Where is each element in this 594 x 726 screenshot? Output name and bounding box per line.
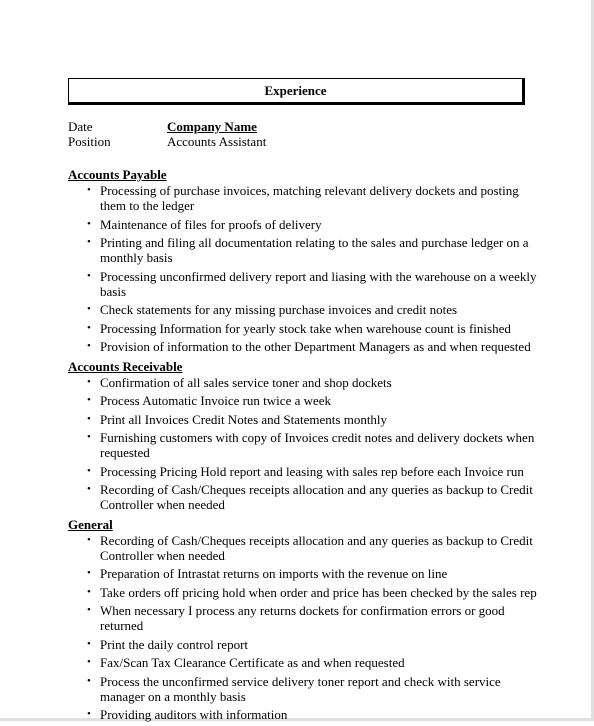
list-item — [68, 302, 538, 317]
list-item — [68, 235, 538, 265]
bullet-icon: • — [87, 585, 91, 598]
bullet-icon: • — [87, 394, 91, 406]
position-value: Accounts Assistant — [167, 134, 267, 149]
bullet-icon: • — [87, 375, 91, 388]
bullet-icon: • — [87, 637, 91, 650]
list-item — [68, 674, 538, 704]
list-item-text: Provision of information to the other Department Managers as and when requested — [100, 339, 531, 354]
job-meta — [68, 119, 528, 149]
bullet-icon: • — [87, 604, 91, 616]
list-item — [68, 339, 538, 354]
list-item — [68, 269, 538, 299]
bullet-icon: • — [87, 217, 91, 230]
list-item-text: Process Automatic Invoice run twice a week — [100, 393, 332, 408]
date-row — [68, 119, 528, 134]
bullet-icon: • — [87, 236, 91, 248]
list-item — [68, 585, 538, 600]
bullet-icon: • — [87, 533, 91, 546]
list-item — [68, 412, 538, 427]
bullet-icon: • — [87, 708, 91, 720]
bullet-icon: • — [87, 269, 91, 282]
experience-content — [68, 166, 538, 726]
bullet-icon: • — [87, 431, 91, 443]
list-item — [68, 566, 538, 581]
list-item — [68, 393, 538, 408]
duty-list — [68, 183, 538, 354]
group-heading: Accounts Payable — [68, 167, 167, 182]
position-label: Position — [68, 134, 111, 149]
company-name: Company Name — [167, 119, 257, 134]
list-item — [68, 637, 538, 652]
list-item-text: Processing of purchase invoices, matching relevant delivery dockets and posting them to the ledger — [100, 183, 519, 213]
list-item-text: Take orders off pricing hold when order and price has been checked by the sales rep — [100, 584, 537, 600]
list-item — [68, 321, 538, 336]
list-item — [68, 655, 538, 670]
list-item-text: Print all Invoices Credit Notes and Statements monthly — [100, 411, 388, 427]
bullet-icon: • — [87, 412, 91, 425]
list-item — [68, 217, 538, 232]
duty-list — [68, 375, 538, 513]
list-item-text: When necessary I process any returns dockets for confirmation errors or good returned — [100, 603, 505, 633]
list-item-text: Recording of Cash/Cheques receipts allocation and any queries as backup to Credit Controller when needed — [100, 532, 533, 563]
list-item — [68, 375, 538, 390]
list-item — [68, 707, 538, 722]
list-item — [68, 464, 538, 479]
list-item — [68, 533, 538, 563]
list-item-text: Confirmation of all sales service toner and shop dockets — [100, 374, 392, 390]
list-item — [68, 482, 538, 512]
group-heading: General — [68, 516, 113, 532]
list-item — [68, 183, 538, 213]
bullet-icon: • — [87, 567, 91, 579]
list-item-text: Processing Pricing Hold report and leasing with sales rep before each Invoice run — [100, 463, 524, 479]
list-item — [68, 430, 538, 460]
section-title: Experience — [68, 78, 525, 105]
list-item-text: Maintenance of files for proofs of delivery — [100, 216, 322, 232]
bullet-icon: • — [87, 483, 91, 495]
bullet-icon: • — [87, 674, 91, 687]
bullet-icon: • — [87, 184, 91, 196]
list-item-text: Processing Information for yearly stock take when warehouse count is finished — [100, 320, 511, 336]
list-item-text: Process the unconfirmed service delivery toner report and check with service manager on a monthly basis — [100, 673, 501, 704]
list-item-text: Processing unconfirmed delivery report and liasing with the warehouse on a weekly basis — [100, 268, 537, 299]
bullet-icon: • — [87, 303, 91, 315]
bullet-icon: • — [87, 340, 91, 352]
bullet-icon: • — [87, 321, 91, 334]
list-item-text: Providing auditors with information — [100, 707, 288, 722]
list-item-text: Preparation of Intrastat returns on imports with the revenue on line — [100, 566, 448, 581]
group-heading: Accounts Receivable — [68, 358, 183, 374]
position-row — [68, 134, 528, 149]
list-item-text: Printing and filing all documentation relating to the sales and purchase ledger on a monthly basis — [100, 235, 529, 265]
duty-list — [68, 533, 538, 723]
list-item-text: Furnishing customers with copy of Invoices credit notes and delivery dockets when requested — [100, 430, 535, 460]
list-item-text: Check statements for any missing purchase invoices and credit notes — [100, 302, 458, 317]
bullet-icon: • — [87, 656, 91, 668]
list-item-text: Fax/Scan Tax Clearance Certificate as and when requested — [100, 655, 405, 670]
date-label: Date — [68, 119, 93, 134]
bullet-icon: • — [87, 464, 91, 477]
list-item-text: Recording of Cash/Cheques receipts allocation and any queries as backup to Credit Controller when needed — [100, 482, 533, 512]
list-item-text: Print the daily control report — [100, 636, 249, 652]
list-item — [68, 603, 538, 633]
